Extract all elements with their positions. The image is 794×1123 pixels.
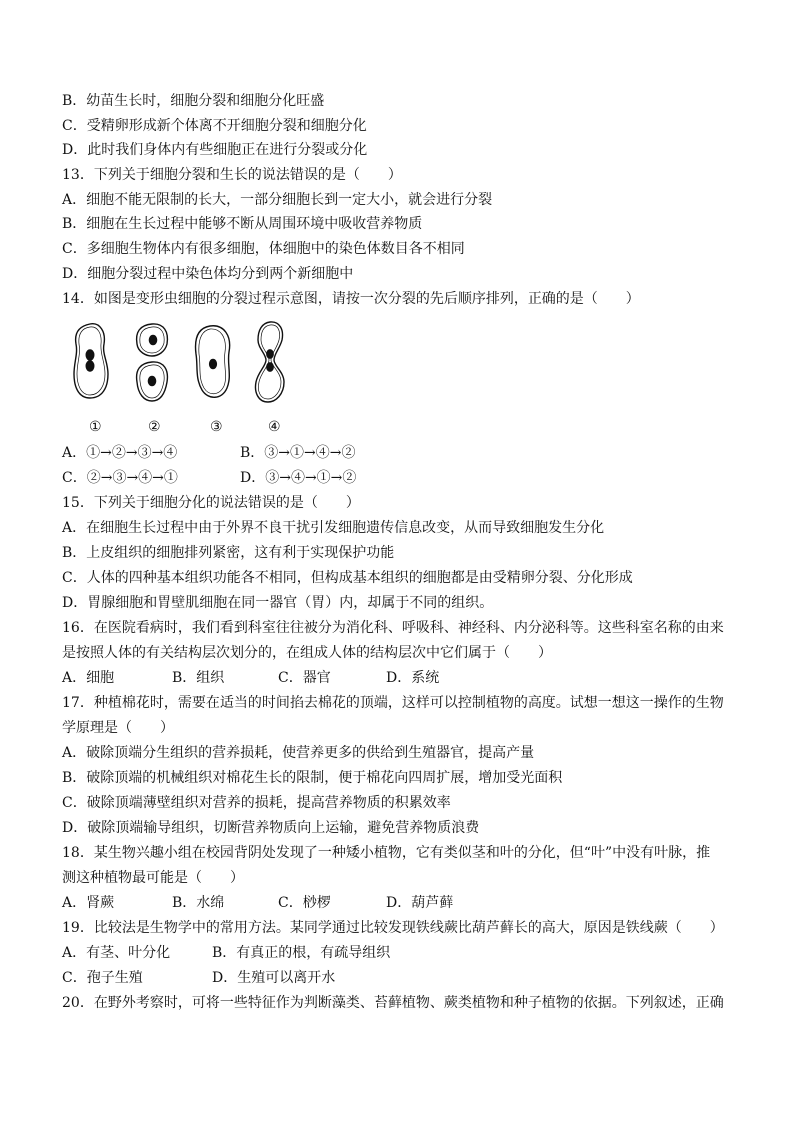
cell-1 <box>74 324 108 398</box>
figure-label-1: ① <box>89 419 102 435</box>
q13-option-d: D．细胞分裂过程中染色体均分到两个新细胞中 <box>62 266 354 282</box>
q14-option-a: A．①→②→③→④ <box>62 445 178 461</box>
q18-option-c: C．桫椤 <box>278 895 331 911</box>
q13-option-a: A．细胞不能无限制的长大，一部分细胞长到一定大小，就会进行分裂 <box>62 192 493 208</box>
q19-option-a: A．有茎、叶分化 <box>62 945 171 961</box>
q17-option-a: A．破除顶端分生组织的营养损耗，使营养更多的供给到生殖器官，提高产量 <box>62 745 535 761</box>
q13-option-b: B．细胞在生长过程中能够不断从周围环境中吸收营养物质 <box>62 216 423 232</box>
q16-stem-line-2: 是按照人体的有关结构层次划分的，在组成人体的结构层次中它们属于（ ） <box>62 645 552 661</box>
q17-stem-line-2: 学原理是（ ） <box>62 720 174 736</box>
q15-option-d: D．胃腺细胞和胃壁肌细胞在同一器官（胃）内，却属于不同的组织。 <box>62 595 494 611</box>
cell-3 <box>196 326 230 397</box>
q16-option-a: A．细胞 <box>62 670 115 686</box>
q18-option-a: A．肾蕨 <box>62 895 115 911</box>
q18-stem-line-1: 18．某生物兴趣小组在校园背阴处发现了一种矮小植物，它有类似茎和叶的分化，但“叶”中没有叶脉，推 <box>62 845 711 861</box>
q14-option-b: B．③→①→④→② <box>240 445 356 461</box>
figure-label-4: ④ <box>268 419 281 435</box>
q17-option-c: C．破除顶端薄壁组织对营养的损耗，提高营养物质的积累效率 <box>62 795 451 811</box>
q13-stem: 13．下列关于细胞分裂和生长的说法错误的是（ ） <box>62 167 402 183</box>
q15-stem: 15．下列关于细胞分化的说法错误的是（ ） <box>62 495 360 511</box>
q16-option-c: C．器官 <box>278 670 331 686</box>
q18-stem-line-2: 测这种植物最可能是（ ） <box>62 870 244 886</box>
cell-4 <box>256 322 285 402</box>
q15-option-c: C．人体的四种基本组织功能各不相同，但构成基本组织的细胞都是由受精卵分裂、分化形成 <box>62 570 633 586</box>
q16-option-d: D．系统 <box>386 670 440 686</box>
q18-option-b: B．水绵 <box>172 895 225 911</box>
q15-option-b: B．上皮组织的细胞排列紧密，这有利于实现保护功能 <box>62 545 395 561</box>
q19-option-d: D．生殖可以离开水 <box>212 970 336 986</box>
q16-stem-line-1: 16．在医院看病时，我们看到科室往往被分为消化科、呼吸科、神经科、内分泌科等。这些科室名称的由来 <box>62 620 724 636</box>
figure-label-2: ② <box>148 419 161 435</box>
q19-stem: 19．比较法是生物学中的常用方法。某同学通过比较发现铁线蕨比葫芦藓长的高大，原因是铁线蕨（ ） <box>62 920 724 936</box>
q12-option-c: C．受精卵形成新个体离不开细胞分裂和细胞分化 <box>62 118 367 134</box>
cell-2 <box>137 324 168 401</box>
q18-option-d: D．葫芦藓 <box>386 895 454 911</box>
q14-option-d: D．③→④→①→② <box>240 470 357 486</box>
amoeba-cells-drawing <box>62 318 302 418</box>
q16-option-b: B．组织 <box>172 670 225 686</box>
q14-stem: 14．如图是变形虫细胞的分裂过程示意图，请按一次分裂的先后顺序排列，正确的是（ ） <box>62 291 640 307</box>
q13-option-c: C．多细胞生物体内有很多细胞，体细胞中的染色体数目各不相同 <box>62 241 465 257</box>
q12-option-d: D．此时我们身体内有些细胞正在进行分裂或分化 <box>62 142 368 158</box>
q20-stem: 20．在野外考察时，可将一些特征作为判断藻类、苔藓植物、蕨类植物和种子植物的依据。下列叙述，正确 <box>62 995 724 1011</box>
q17-stem-line-1: 17．种植棉花时，需要在适当的时间掐去棉花的顶端，这样可以控制植物的高度。试想一想这一操作的生物 <box>62 695 724 711</box>
q15-option-a: A．在细胞生长过程中由于外界不良干扰引发细胞遗传信息改变，从而导致细胞发生分化 <box>62 520 605 536</box>
q17-option-d: D．破除顶端输导组织，切断营养物质向上运输，避免营养物质浪费 <box>62 820 480 836</box>
amoeba-division-figure <box>62 318 302 438</box>
q17-option-b: B．破除顶端的机械组织对棉花生长的限制，便于棉花向四周扩展，增加受光面积 <box>62 770 563 786</box>
q19-option-b: B．有真正的根，有疏导组织 <box>212 945 391 961</box>
q19-option-c: C．孢子生殖 <box>62 970 143 986</box>
q12-option-b: B．幼苗生长时，细胞分裂和细胞分化旺盛 <box>62 93 325 109</box>
figure-label-3: ③ <box>210 419 223 435</box>
q14-option-c: C．②→③→④→① <box>62 470 178 486</box>
